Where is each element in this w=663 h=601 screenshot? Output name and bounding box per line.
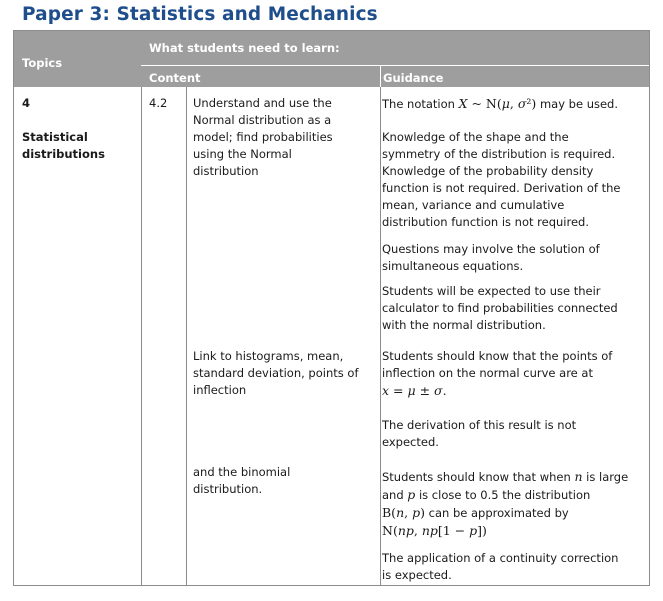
math-n: n	[574, 469, 583, 484]
header-learn-cell	[141, 31, 649, 87]
content-item-1-line: Normal distribution as a	[193, 113, 332, 127]
guidance-line: mean, variance and cumulative	[382, 198, 565, 212]
guidance-line	[382, 468, 628, 486]
content-item-2-line: standard deviation, points of	[193, 366, 359, 380]
math-text: ²	[526, 96, 532, 111]
topic-number: 4	[22, 96, 31, 110]
header-content: Content	[149, 71, 201, 85]
guidance-continuity	[382, 550, 618, 584]
math-text: B(	[382, 505, 397, 520]
math-x: X	[458, 96, 468, 111]
text-part: and	[382, 488, 404, 502]
math-text: ,	[509, 96, 518, 111]
guidance-line: calculator to find probabilities connected	[382, 301, 618, 315]
guidance-inflection-math	[382, 382, 612, 399]
header-topics-cell	[14, 31, 141, 87]
guidance-line: function is not required. Derivation of the	[382, 181, 621, 195]
specification-table	[13, 30, 650, 586]
math-text: =	[389, 383, 408, 398]
content-item-2-line: Link to histograms, mean,	[193, 349, 344, 363]
math-text: N(	[382, 523, 398, 538]
guidance-line	[382, 486, 628, 504]
math-text: )	[531, 96, 537, 111]
content-ref: 4.2	[149, 96, 168, 110]
col-line-ref	[186, 87, 187, 585]
text-part: Students should know that when	[382, 470, 571, 484]
guidance-line: is expected.	[382, 568, 452, 582]
math-text: ~ N(	[467, 96, 502, 111]
math-mu: μ	[407, 383, 416, 398]
header-guidance: Guidance	[383, 71, 444, 85]
guidance-calculator	[382, 283, 618, 334]
guidance-line: The derivation of this result is not	[382, 418, 577, 432]
guidance-line: The application of a continuity correction	[382, 551, 619, 565]
guidance-line: with the normal distribution.	[382, 318, 546, 332]
header-guidance-divider	[380, 65, 381, 87]
content-item-3-line: distribution.	[193, 482, 263, 496]
guidance-line: symmetry of the distribution is required.	[382, 147, 616, 161]
guidance-line: Students will be expected to use their	[382, 284, 601, 298]
guidance-binomial	[382, 468, 628, 539]
math-normal-approx	[382, 522, 628, 539]
content-item-1-line: Understand and use the	[193, 96, 332, 110]
math-text: ,	[413, 523, 422, 538]
text-part: can be approximated by	[428, 506, 569, 520]
math-text: ±	[415, 383, 435, 398]
math-np: np	[397, 523, 414, 538]
math-n: n	[396, 505, 405, 520]
guidance-line: Questions may involve the solution of	[382, 242, 600, 256]
topic-name-line1: Statistical	[22, 130, 88, 144]
guidance-notation-suffix: may be used.	[539, 97, 619, 111]
math-text: .	[442, 383, 447, 398]
content-item-1-line: model; find probabilities	[193, 130, 333, 144]
guidance-shape	[382, 129, 620, 231]
text-part: is close to 0.5 the distribution	[418, 488, 591, 502]
guidance-line: Students should know that the points of	[382, 349, 613, 363]
content-item-2	[193, 348, 359, 399]
math-p: p	[469, 523, 478, 538]
math-binomial	[382, 505, 425, 520]
guidance-line: distribution function is not required.	[382, 215, 589, 229]
guidance-line: simultaneous equations.	[382, 259, 524, 273]
header-divider	[141, 65, 649, 66]
guidance-simultaneous	[382, 241, 600, 275]
guidance-line: Knowledge of the probability density	[382, 164, 594, 178]
math-x: x	[382, 383, 390, 398]
text-part: is large	[586, 470, 629, 484]
content-item-1-line: using the Normal	[193, 147, 292, 161]
header-topics: Topics	[22, 56, 63, 70]
content-item-2-line: inflection	[193, 383, 247, 397]
header-what-students: What students need to learn:	[149, 41, 340, 55]
guidance-notation-prefix: The notation	[382, 97, 455, 111]
math-text: )	[420, 505, 425, 520]
col-line-topics	[141, 87, 142, 585]
content-item-1-line: distribution	[193, 164, 259, 178]
math-sigma: σ	[517, 96, 527, 111]
content-item-3-line: and the binomial	[193, 465, 291, 479]
guidance-notation	[382, 95, 618, 113]
math-text: ])	[477, 523, 487, 538]
guidance-derivation	[382, 417, 576, 451]
topic-name-line2: distributions	[22, 147, 105, 161]
guidance-inflection	[382, 348, 612, 399]
math-p: p	[412, 505, 421, 520]
col-line-guidance	[380, 87, 381, 585]
page-title: Paper 3: Statistics and Mechanics	[22, 4, 378, 25]
guidance-line: inflection on the normal curve are at	[382, 366, 593, 380]
math-np: np	[421, 523, 438, 538]
guidance-notation-math	[459, 96, 537, 111]
math-text: ,	[404, 505, 413, 520]
guidance-line: Knowledge of the shape and the	[382, 130, 569, 144]
math-text: [1 −	[437, 523, 470, 538]
guidance-line: expected.	[382, 435, 439, 449]
math-mu: μ	[501, 96, 510, 111]
math-sigma: σ	[434, 383, 443, 398]
content-item-3	[193, 464, 290, 498]
math-p: p	[407, 487, 416, 502]
content-item-1	[193, 95, 333, 180]
guidance-line	[382, 504, 628, 522]
